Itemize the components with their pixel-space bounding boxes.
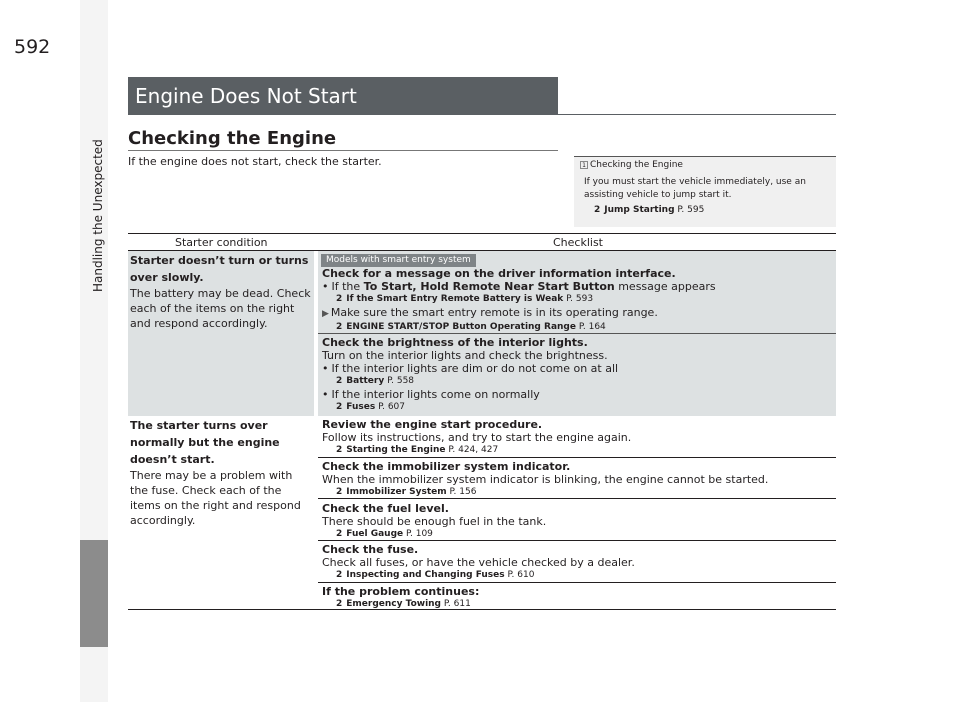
note-icon: 1 [580, 161, 588, 169]
reference-icon: 2 [594, 205, 601, 215]
check-immobilizer-item: Check the immobilizer system indicator. When the immobilizer system indicator is blinking, the engine cannot be started. 2 Immobilizer System P. 156 [322, 460, 832, 499]
note-text: If you must start the vehicle immediately, use an assisting vehicle to jump start it. [584, 177, 806, 200]
section-heading: Checking the Engine [128, 128, 337, 149]
table-bottom-rule [128, 609, 836, 610]
side-tab-marker [80, 540, 108, 647]
header-starter-condition: Starter condition [175, 236, 268, 249]
arrow-icon: ▶ [322, 309, 329, 319]
row-divider [318, 498, 836, 499]
reference-link[interactable]: 2 Inspecting and Changing Fuses P. 610 [336, 570, 535, 580]
reference-link[interactable]: 2 Emergency Towing P. 611 [336, 599, 471, 609]
reference-icon: 2 [336, 294, 343, 304]
note-title: 1 Checking the Engine [580, 160, 683, 170]
page-number: 592 [14, 36, 51, 58]
reference-icon: 2 [336, 402, 343, 412]
review-start-procedure-item: Review the engine start procedure. Follow its instructions, and try to start the engine again. 2 Starting the Engine P. 424, 427 [322, 418, 832, 457]
side-tab-label: Handling the Unexpected [91, 139, 105, 292]
reference-icon: 2 [336, 322, 343, 332]
condition-starter-slow: Starter doesn’t turn or turns over slowly. The battery may be dead. Check each of the items on the right and respond accordingly. [130, 254, 311, 330]
problem-continues-item: If the problem continues: 2 Emergency Towing P. 611 [322, 585, 832, 611]
reference-link[interactable]: 2 Fuel Gauge P. 109 [336, 529, 433, 539]
model-tag: Models with smart entry system [321, 254, 476, 267]
title-rule [558, 114, 836, 115]
section-rule [128, 150, 558, 151]
reference-icon: 2 [336, 529, 343, 539]
row-divider [318, 457, 836, 458]
intro-text: If the engine does not start, check the starter. [128, 155, 382, 168]
reference-link[interactable]: 2 Immobilizer System P. 156 [336, 487, 477, 497]
chapter-title: Engine Does Not Start [135, 84, 357, 108]
reference-link[interactable]: 2 If the Smart Entry Remote Battery is Weak P. 593 [336, 294, 594, 304]
reference-icon: 2 [336, 599, 343, 609]
check-fuel-item: Check the fuel level. There should be enough fuel in the tank. 2 Fuel Gauge P. 109 [322, 502, 832, 541]
check-message-item: Check for a message on the driver information interface. • If the To Start, Hold Remote Near Start Button message appears 2 If the Smart Entry Remote Battery is Weak P. 593 ▶ Make sure the smart entry remote is in its operating range. 2 ENGINE START/STOP Button Operating Range P. 164 [322, 267, 832, 334]
reference-icon: 2 [336, 487, 343, 497]
reference-link[interactable]: 2 Starting the Engine P. 424, 427 [336, 445, 499, 455]
chapter-title-bar [128, 77, 558, 115]
note-reference[interactable]: 2 Jump Starting P. 595 [594, 205, 705, 215]
header-checklist: Checklist [553, 236, 603, 249]
reference-link[interactable]: 2 Fuses P. 607 [336, 402, 406, 412]
reference-icon: 2 [336, 570, 343, 580]
row-divider [318, 540, 836, 541]
table-header [128, 233, 836, 251]
check-interior-lights-item: Check the brightness of the interior lights. Turn on the interior lights and check the brightness. • If the interior lights are dim or do not come on at all 2 Battery P. 558 • If the interior lights come on normally 2 Fuses P. 607 [322, 336, 832, 414]
side-note [574, 156, 836, 227]
reference-link[interactable]: 2 ENGINE START/STOP Button Operating Range P. 164 [336, 322, 606, 332]
check-fuse-item: Check the fuse. Check all fuses, or have the vehicle checked by a dealer. 2 Inspecting and Changing Fuses P. 610 [322, 543, 832, 582]
reference-icon: 2 [336, 445, 343, 455]
reference-link[interactable]: 2 Battery P. 558 [336, 376, 415, 386]
reference-icon: 2 [336, 376, 343, 386]
condition-starter-normal: The starter turns over normally but the engine doesn’t start. There may be a problem with the fuse. Check each of the items on the right and respond accordingly. [130, 419, 301, 527]
row-divider [318, 582, 836, 583]
